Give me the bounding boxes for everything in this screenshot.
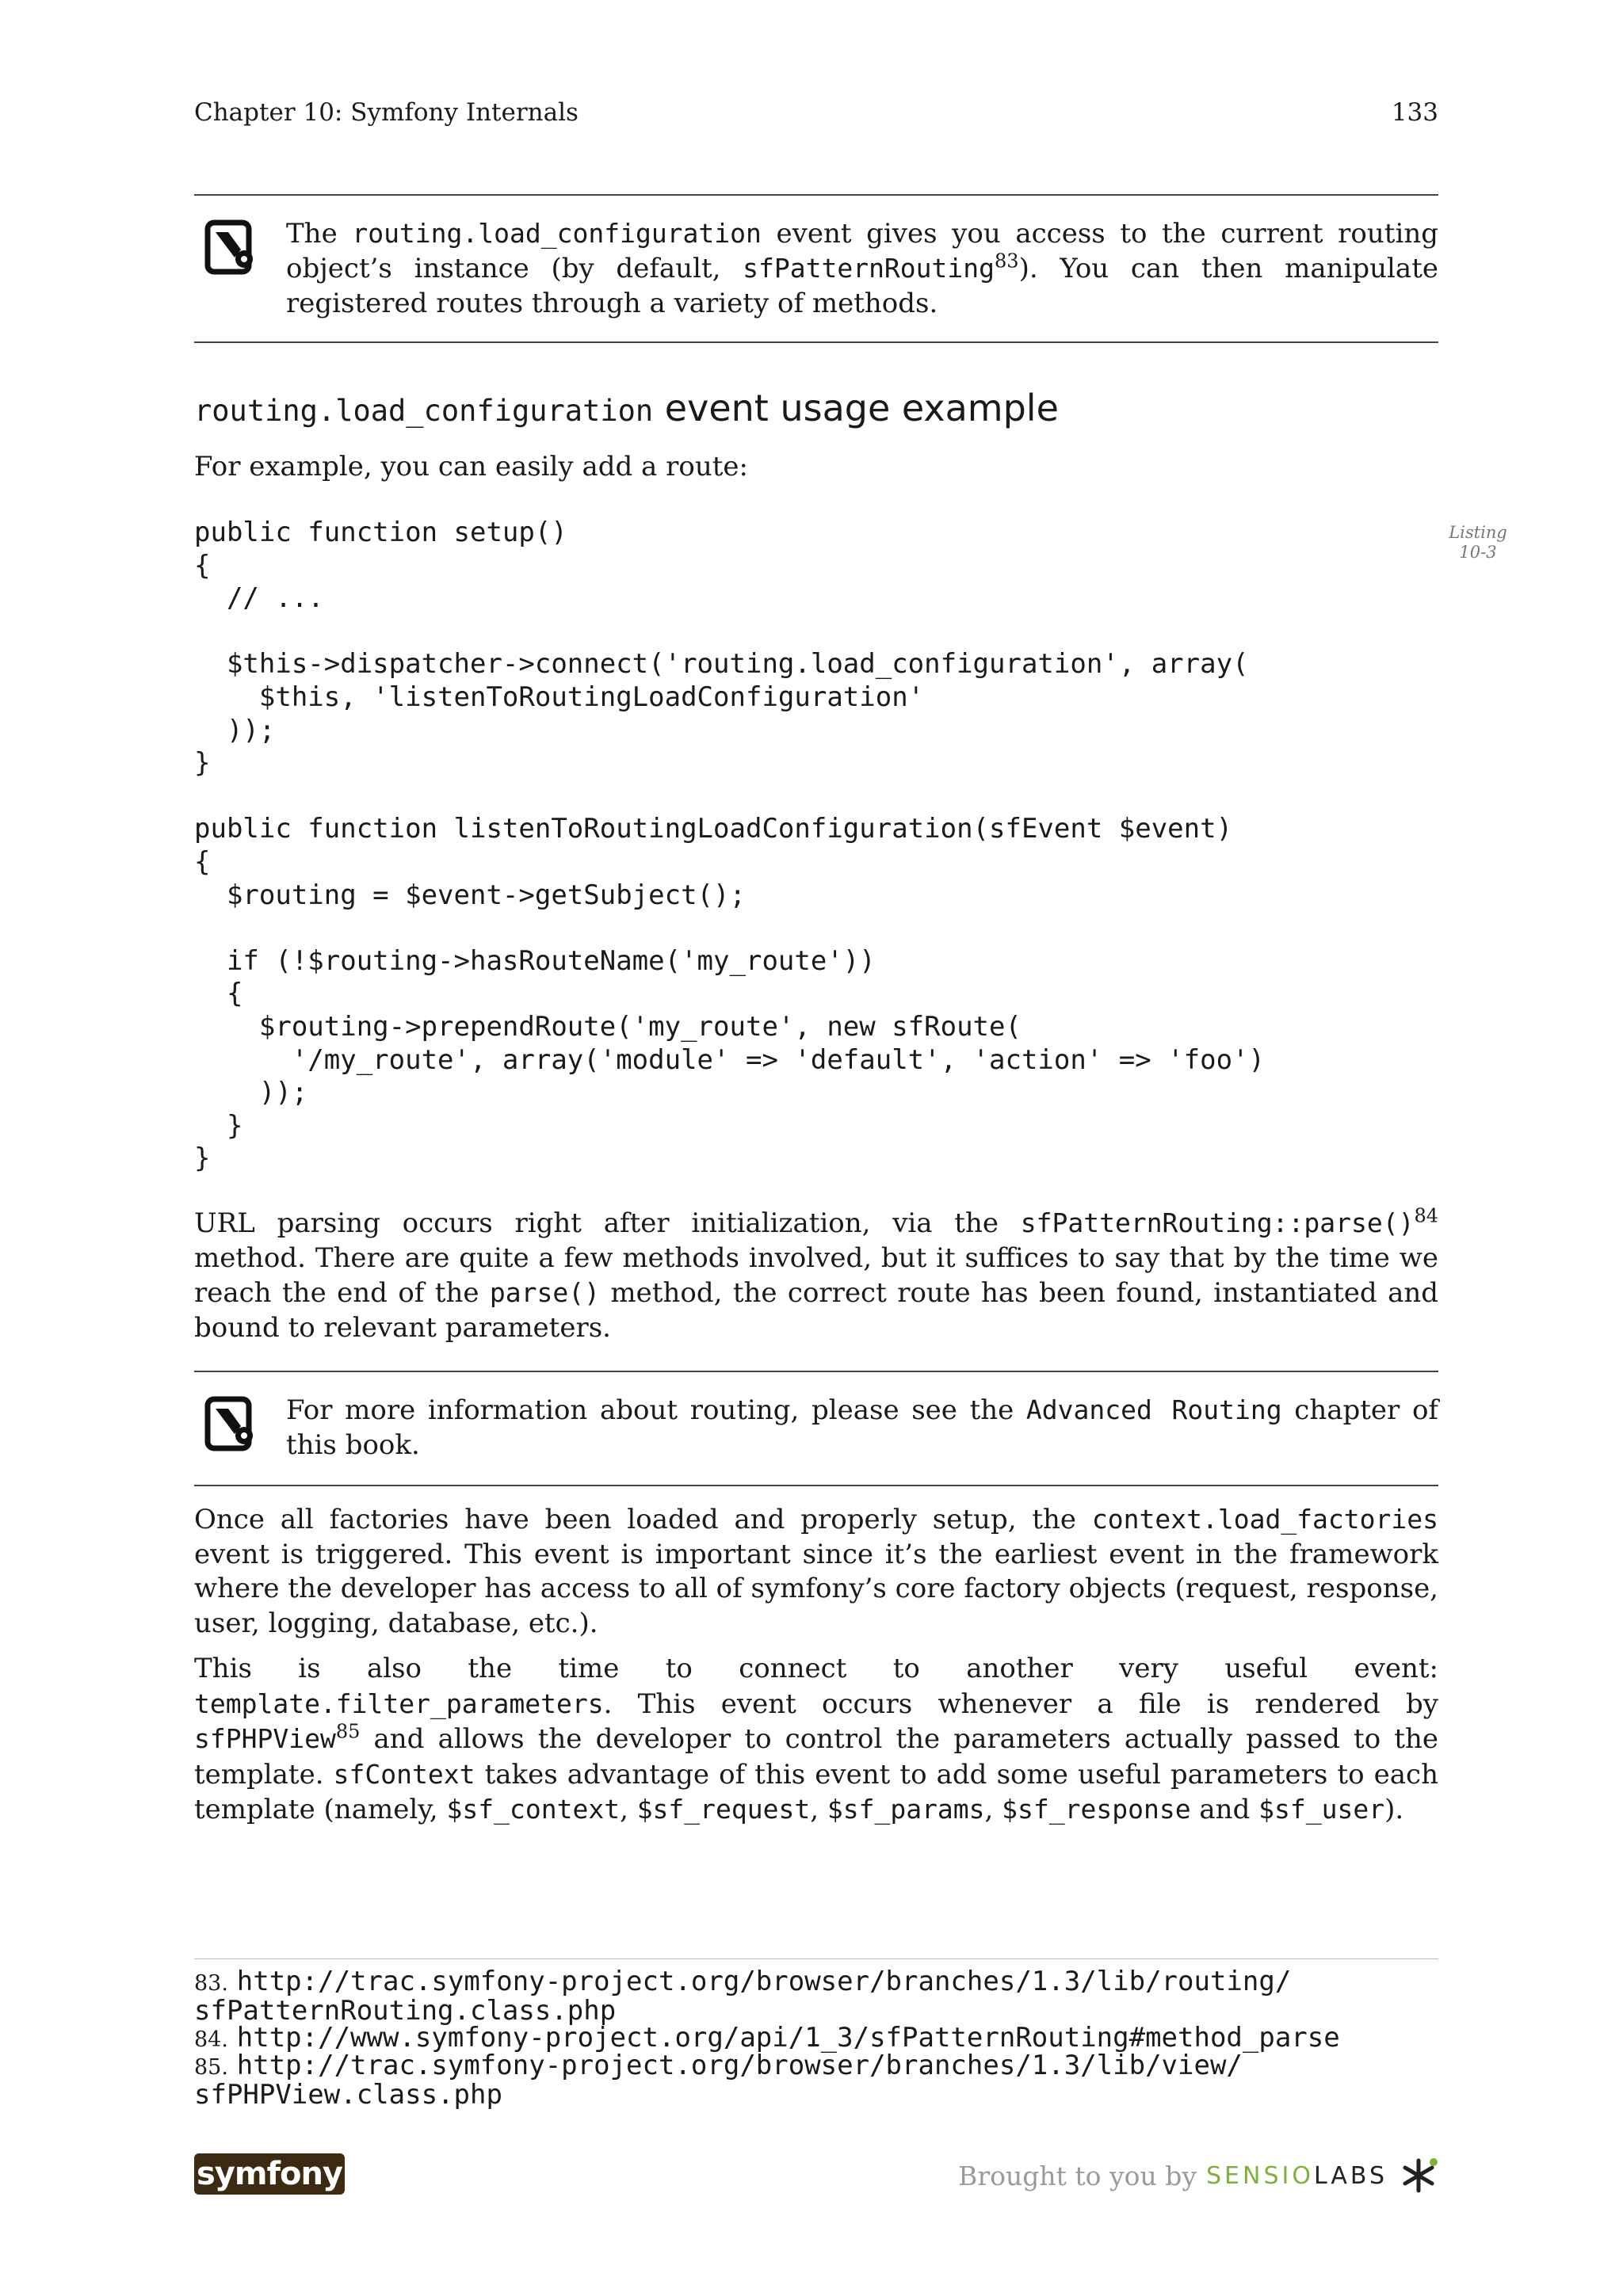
chapter-title: Chapter 10: Symfony Internals	[194, 98, 579, 127]
inline-code: $sf_response	[1002, 1794, 1191, 1825]
template-filter-paragraph: This is also the time to connect to another very useful event: template.filter_parameters. This event occurs whenever a file is rendered by sfPHPView$^{85}$ and allows the developer to control the parameters actually passed to the template. sfContext takes advantage of this event to add some useful parameters to each template (namely, $sf_context, $sf_request, $sf_params, $sf_response and $sf_user).	[194, 1653, 1438, 1825]
factories-paragraph: Once all factories have been loaded and properly setup, the context.load_factories event is triggered. This event is important since it’s the earliest event in the framework where the developer has access to all of symfony’s core factory objects (request, response, user, logging, database, etc.).	[194, 1504, 1438, 1639]
inline-code: $sf_params	[827, 1794, 985, 1825]
intro-paragraph: For example, you can easily add a route:	[194, 451, 748, 482]
sensio-wordmark: SENSIO	[1206, 2161, 1314, 2190]
footnote-85[interactable]: 85. http://trac.symfony-project.org/browser/branches/1.3/lib/view/ sfPHPView.class.php	[194, 2050, 1243, 2111]
footnote-ref[interactable]: 85	[335, 1720, 361, 1743]
footnote-separator	[194, 1958, 1438, 1959]
page-number: 133	[1391, 98, 1438, 127]
inline-code: $sf_user	[1258, 1794, 1385, 1825]
inline-code: $sf_context	[446, 1794, 621, 1825]
listing-label: Listing 10-3	[1449, 523, 1507, 562]
sensiolabs-credit: Brought to you by SENSIO LABS	[958, 2155, 1438, 2196]
note-box-advanced-routing	[194, 1371, 1438, 1486]
note-text: The routing.load_configuration event gives you access to the current routing object’s instance (by default, sfPatternRouting$^{83}$). You can then manipulate registered routes through a variety of methods.	[286, 218, 1438, 319]
footnote-ref[interactable]: 84	[1414, 1204, 1438, 1227]
footnote-link[interactable]: http://trac.symfony-project.org/browser/branches/1.3/lib/view/	[236, 2050, 1243, 2081]
inline-code: sfPatternRouting	[743, 253, 995, 284]
sensiolabs-star-icon	[1399, 2156, 1438, 2195]
footnote-link[interactable]: http://www.symfony-project.org/api/1_3/sfPatternRouting#method_parse	[236, 2022, 1340, 2054]
inline-code: Advanced Routing	[1025, 1394, 1282, 1425]
note-box-routing	[194, 194, 1438, 343]
footnote-link[interactable]: http://trac.symfony-project.org/browser/branches/1.3/lib/routing/	[236, 1966, 1292, 1997]
inline-code: context.load_factories	[1091, 1504, 1438, 1535]
inline-code: sfPatternRouting::parse()	[1020, 1207, 1415, 1238]
inline-code: routing.load_configuration	[352, 218, 762, 249]
inline-code: template.filter_parameters	[194, 1688, 604, 1719]
note-icon	[204, 1396, 258, 1453]
labs-wordmark: LABS	[1313, 2161, 1388, 2190]
inline-code: $sf_request	[636, 1794, 811, 1825]
inline-code: parse()	[489, 1277, 600, 1308]
url-parsing-paragraph: URL parsing occurs right after initialization, via the sfPatternRouting::parse()$^{84}$ method. There are quite a few methods involved, but it suffices to say that by the time we reach the end of the parse() method, the correct route has been found, instantiated and bound to relevant parameters.	[194, 1204, 1438, 1344]
footnote-83[interactable]: 83. http://trac.symfony-project.org/browser/branches/1.3/lib/routing/ sfPatternRouting.class.php	[194, 1966, 1292, 2027]
inline-code: sfContext	[333, 1758, 475, 1790]
footnote-link[interactable]: sfPatternRouting.class.php	[194, 1995, 617, 2027]
footnote-ref[interactable]: 83	[995, 250, 1019, 273]
code-listing: public function setup() { // ... $this->dispatcher->connect('routing.load_configuration', array( $this, 'listenToRoutingLoadConfiguration' )); } public function listenToRoutingLoadConfiguration(sfEvent $event) { $routing = $event->getSubject(); if (!$routing->hasRouteName('my_route')) { $routing->prependRoute('my_route', new sfRoute( '/my_route', array('module' => 'default', 'action' => 'foo') )); } }	[194, 517, 1266, 1175]
symfony-logo: symfony	[194, 2153, 345, 2195]
inline-code: sfPHPView	[194, 1723, 336, 1754]
footnote-link[interactable]: sfPHPView.class.php	[194, 2079, 502, 2111]
note-text: For more information about routing, please see the Advanced Routing chapter of this book.	[286, 1394, 1439, 1461]
section-heading: routing.load_configuration event usage example	[194, 387, 1059, 429]
footnote-84[interactable]: 84. http://www.symfony-project.org/api/1_3/sfPatternRouting#method_parse	[194, 2022, 1340, 2054]
note-icon	[204, 219, 258, 277]
